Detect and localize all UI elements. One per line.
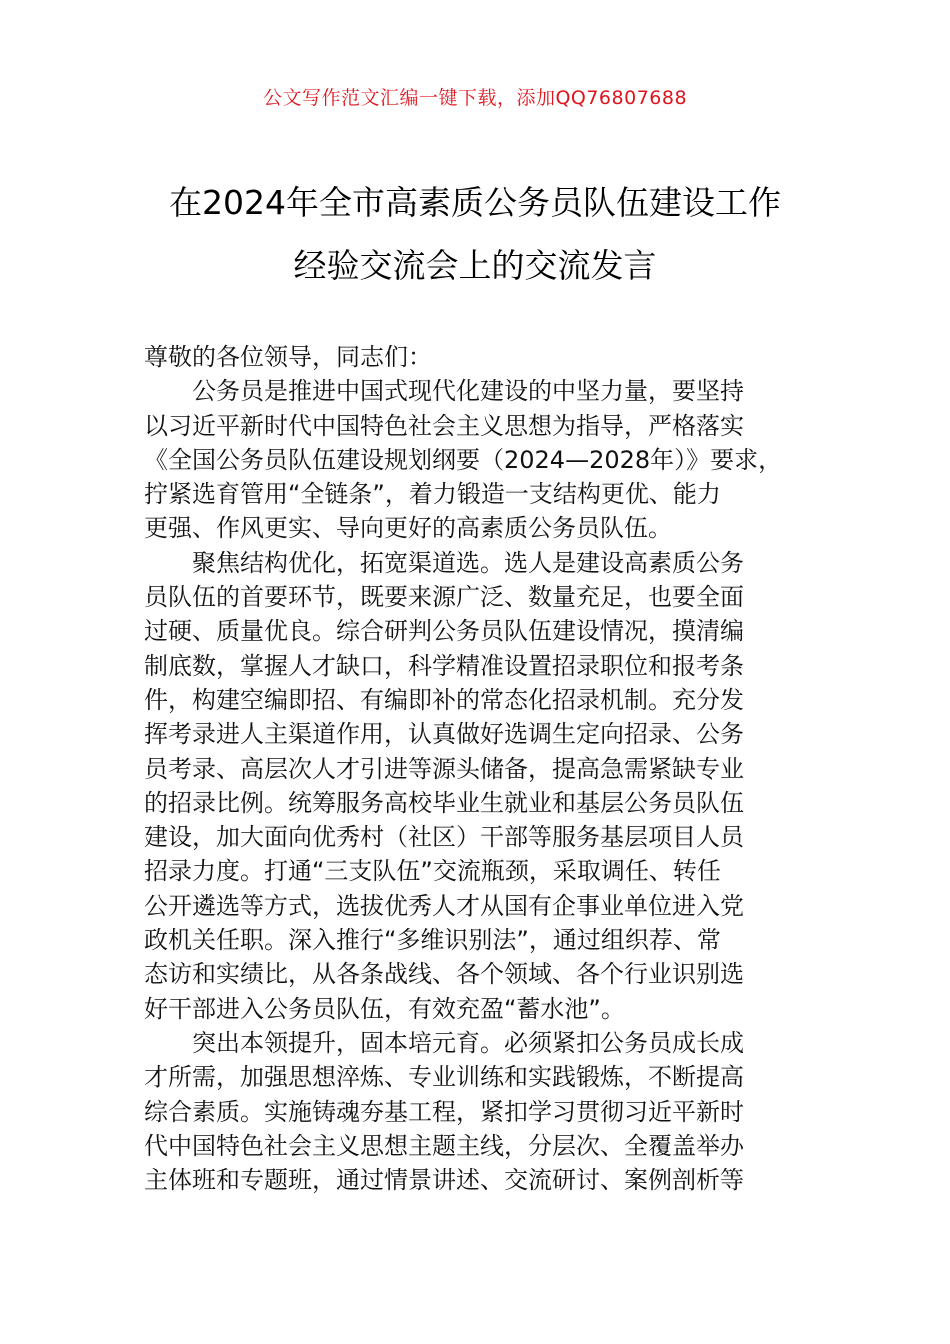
body-line: 综合素质。实施铸魂夯基工程，紧扣学习贯彻习近平新时: [144, 1097, 744, 1126]
body-line: 政机关任职。深入推行“多维识别法”，通过组织荐、常: [144, 926, 721, 955]
download-banner: 公文写作范文汇编一键下载，添加QQ76807688: [262, 87, 688, 109]
body-line: 挥考录进人主渠道作用，认真做好选调生定向招录、公务: [144, 720, 744, 749]
body-line: 员考录、高层次人才引进等源头储备，提高急需紧缺专业: [144, 754, 744, 783]
body-line: 公开遴选等方式，选拔优秀人才从国有企事业单位进入党: [144, 891, 744, 920]
body-line: 聚焦结构优化，拓宽渠道选。选人是建设高素质公务: [192, 548, 744, 577]
body-line: 员队伍的首要环节，既要来源广泛、数量充足，也要全面: [144, 583, 744, 612]
document-body: [144, 340, 809, 1197]
body-line: 招录力度。打通“三支队伍”交流瓶颈，采取调任、转任: [144, 857, 721, 886]
body-line: 《全国公务员队伍建设规划纲要（2024—2028年）》要求，: [144, 445, 783, 474]
body-line: 的招录比例。统筹服务高校毕业生就业和基层公务员队伍: [144, 788, 744, 817]
body-line: 拧紧选育管用“全链条”，着力锻造一支结构更优、能力: [144, 480, 721, 509]
body-line: 制底数，掌握人才缺口，科学精准设置招录职位和报考条: [144, 651, 744, 680]
body-line: 主体班和专题班，通过情景讲述、交流研讨、案例剖析等: [144, 1166, 744, 1195]
body-line: 尊敬的各位领导，同志们：: [144, 343, 432, 371]
body-line: 态访和实绩比，从各条战线、各个领域、各个行业识别选: [144, 960, 744, 989]
body-line: 更强、作风更实、导向更好的高素质公务员队伍。: [144, 514, 672, 543]
body-line: 公务员是推进中国式现代化建设的中坚力量，要坚持: [192, 377, 744, 406]
body-line: 突出本领提升，固本培元育。必须紧扣公务员成长成: [192, 1028, 744, 1057]
body-line: 过硬、质量优良。综合研判公务员队伍建设情况，摸清编: [144, 617, 744, 646]
body-line: 代中国特色社会主义思想主题主线，分层次、全覆盖举办: [144, 1131, 744, 1160]
body-line: 才所需，加强思想淬炼、专业训练和实践锻炼，不断提高: [144, 1063, 744, 1092]
title-line-1: 在2024年全市高素质公务员队伍建设工作: [169, 183, 781, 222]
title-line-2: 经验交流会上的交流发言: [293, 246, 657, 285]
document-title: [120, 171, 830, 297]
body-line: 好干部进入公务员队伍，有效充盈“蓄水池”。: [144, 994, 625, 1023]
body-line: 件，构建空编即招、有编即补的常态化招录机制。充分发: [144, 685, 744, 714]
body-line: 以习近平新时代中国特色社会主义思想为指导，严格落实: [144, 411, 744, 440]
body-line: 建设，加大面向优秀村（社区）干部等服务基层项目人员: [144, 823, 744, 852]
